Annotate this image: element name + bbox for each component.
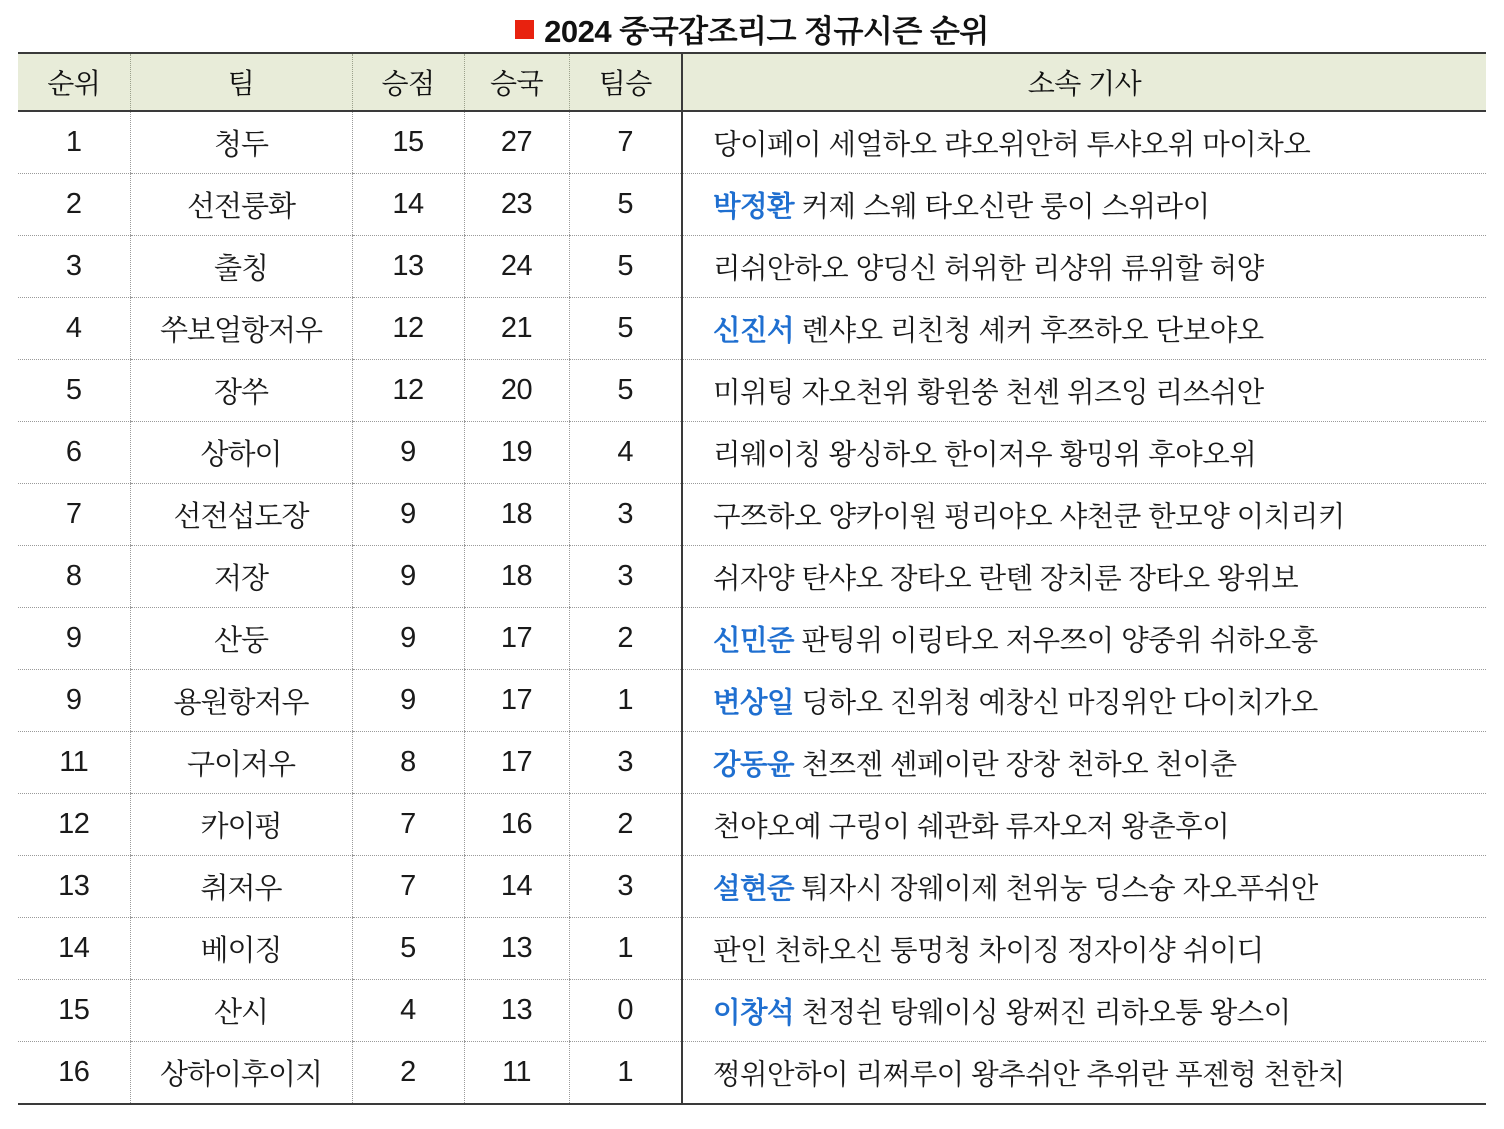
cell-wins: 13 (464, 980, 569, 1042)
header-team: 팀 (130, 53, 352, 111)
cell-wins: 27 (464, 111, 569, 174)
header-rank: 순위 (18, 53, 130, 111)
cell-rank: 6 (18, 422, 130, 484)
cell-wins: 23 (464, 174, 569, 236)
cell-team-wins: 5 (569, 298, 682, 360)
cell-players (682, 732, 1486, 794)
cell-team-wins: 3 (569, 546, 682, 608)
standings-table (18, 52, 1486, 1105)
player-list: 쩡위안하이 리쩌루이 왕추쉬안 추위란 푸젠헝 천한치 (713, 1059, 1345, 1091)
player-list: 딩하오 진위청 예창신 마징위안 다이치가오 (794, 687, 1318, 719)
header-wins: 승국 (464, 53, 569, 111)
cell-points: 9 (352, 484, 464, 546)
cell-team-wins: 2 (569, 608, 682, 670)
cell-points: 12 (352, 298, 464, 360)
cell-points: 7 (352, 794, 464, 856)
cell-points: 14 (352, 174, 464, 236)
cell-wins: 21 (464, 298, 569, 360)
cell-wins: 14 (464, 856, 569, 918)
cell-wins: 24 (464, 236, 569, 298)
cell-points: 9 (352, 546, 464, 608)
red-square-bullet-icon (515, 20, 534, 39)
cell-team: 저장 (130, 546, 352, 608)
table-row (18, 608, 1486, 670)
highlighted-player: 신민준 (713, 625, 795, 657)
cell-players (682, 298, 1486, 360)
cell-wins: 19 (464, 422, 569, 484)
cell-points: 9 (352, 422, 464, 484)
cell-points: 8 (352, 732, 464, 794)
table-row (18, 856, 1486, 918)
cell-rank: 11 (18, 732, 130, 794)
cell-team: 베이징 (130, 918, 352, 980)
cell-players (682, 918, 1486, 980)
cell-players (682, 360, 1486, 422)
player-list: 판팅위 이링타오 저우쯔이 양중위 쉬하오훙 (794, 625, 1318, 657)
cell-rank: 13 (18, 856, 130, 918)
cell-team-wins: 3 (569, 484, 682, 546)
cell-players (682, 1042, 1486, 1105)
table-body (18, 111, 1486, 1104)
player-list: 롄샤오 리친청 셰커 후쯔하오 단보야오 (794, 315, 1264, 347)
cell-points: 9 (352, 670, 464, 732)
table-row (18, 670, 1486, 732)
player-list: 구쯔하오 양카이원 펑리야오 샤천쿤 한모양 이치리키 (713, 501, 1345, 533)
cell-team-wins: 5 (569, 174, 682, 236)
cell-team-wins: 3 (569, 856, 682, 918)
cell-team: 카이펑 (130, 794, 352, 856)
player-list: 당이페이 세얼하오 랴오위안허 투샤오위 마이차오 (713, 129, 1311, 161)
cell-wins: 20 (464, 360, 569, 422)
table-row (18, 422, 1486, 484)
cell-team: 선전룽화 (130, 174, 352, 236)
player-list: 미위팅 자오천위 황윈쑹 천셴 위즈잉 리쓰쉬안 (713, 377, 1264, 409)
cell-wins: 11 (464, 1042, 569, 1105)
cell-points: 2 (352, 1042, 464, 1105)
cell-rank: 9 (18, 670, 130, 732)
cell-points: 4 (352, 980, 464, 1042)
cell-rank: 15 (18, 980, 130, 1042)
cell-players (682, 608, 1486, 670)
page-title (18, 6, 1486, 50)
cell-team-wins: 0 (569, 980, 682, 1042)
table-row (18, 236, 1486, 298)
cell-points: 15 (352, 111, 464, 174)
title-text: 2024 중국갑조리그 정규시즌 순위 (544, 13, 989, 49)
cell-wins: 17 (464, 608, 569, 670)
table-row (18, 980, 1486, 1042)
cell-players (682, 546, 1486, 608)
player-list: 천쯔젠 셴페이란 장창 천하오 천이춘 (794, 749, 1237, 781)
cell-rank: 2 (18, 174, 130, 236)
cell-players (682, 174, 1486, 236)
cell-points: 7 (352, 856, 464, 918)
cell-rank: 14 (18, 918, 130, 980)
highlighted-player: 설현준 (713, 873, 795, 905)
cell-wins: 18 (464, 484, 569, 546)
cell-rank: 3 (18, 236, 130, 298)
cell-points: 5 (352, 918, 464, 980)
cell-rank: 1 (18, 111, 130, 174)
cell-team-wins: 2 (569, 794, 682, 856)
cell-rank: 8 (18, 546, 130, 608)
cell-team-wins: 1 (569, 1042, 682, 1105)
cell-team: 취저우 (130, 856, 352, 918)
cell-team-wins: 3 (569, 732, 682, 794)
player-list: 천정쉰 탕웨이싱 왕쩌진 리하오퉁 왕스이 (794, 997, 1291, 1029)
cell-team-wins: 4 (569, 422, 682, 484)
table-row (18, 794, 1486, 856)
player-list: 천야오예 구링이 쉐관화 류자오저 왕춘후이 (713, 811, 1230, 843)
cell-players (682, 484, 1486, 546)
cell-players (682, 670, 1486, 732)
cell-team-wins: 1 (569, 918, 682, 980)
cell-wins: 16 (464, 794, 569, 856)
header-row (18, 53, 1486, 111)
cell-team: 산시 (130, 980, 352, 1042)
table-row (18, 111, 1486, 174)
header-points: 승점 (352, 53, 464, 111)
table-row (18, 918, 1486, 980)
cell-rank: 7 (18, 484, 130, 546)
cell-team: 산둥 (130, 608, 352, 670)
table-row (18, 174, 1486, 236)
cell-wins: 17 (464, 732, 569, 794)
highlighted-player: 박정환 (713, 191, 795, 223)
highlighted-player: 신진서 (713, 315, 795, 347)
table-row (18, 546, 1486, 608)
cell-wins: 13 (464, 918, 569, 980)
cell-rank: 5 (18, 360, 130, 422)
player-list: 판인 천하오신 퉁멍청 차이징 정자이샹 쉬이디 (713, 935, 1264, 967)
player-list: 퉈자시 장웨이제 천위눙 딩스슝 자오푸쉬안 (794, 873, 1318, 905)
cell-players (682, 111, 1486, 174)
player-list: 쉬자양 탄샤오 장타오 란톈 장치룬 장타오 왕위보 (713, 563, 1299, 595)
table-header (18, 53, 1486, 111)
player-list: 커제 스웨 타오신란 룽이 스위라이 (794, 191, 1210, 223)
header-players: 소속 기사 (682, 53, 1486, 111)
cell-team: 출칭 (130, 236, 352, 298)
cell-team: 구이저우 (130, 732, 352, 794)
cell-players (682, 856, 1486, 918)
cell-team: 상하이후이지 (130, 1042, 352, 1105)
player-list: 리웨이칭 왕싱하오 한이저우 황밍위 후야오위 (713, 439, 1257, 471)
table-row (18, 732, 1486, 794)
highlighted-player: 변상일 (713, 687, 795, 719)
cell-team: 장쑤 (130, 360, 352, 422)
cell-points: 12 (352, 360, 464, 422)
cell-team-wins: 5 (569, 236, 682, 298)
table-row (18, 360, 1486, 422)
cell-team-wins: 5 (569, 360, 682, 422)
cell-rank: 9 (18, 608, 130, 670)
cell-team-wins: 7 (569, 111, 682, 174)
cell-points: 9 (352, 608, 464, 670)
highlighted-player: 이창석 (713, 997, 795, 1029)
cell-rank: 16 (18, 1042, 130, 1105)
cell-team-wins: 1 (569, 670, 682, 732)
highlighted-player: 강동윤 (713, 749, 795, 781)
cell-team: 상하이 (130, 422, 352, 484)
cell-players (682, 794, 1486, 856)
cell-wins: 18 (464, 546, 569, 608)
cell-rank: 4 (18, 298, 130, 360)
cell-team: 용원항저우 (130, 670, 352, 732)
cell-wins: 17 (464, 670, 569, 732)
player-list: 리쉬안하오 양딩신 허위한 리샹위 류위할 허양 (713, 253, 1264, 285)
cell-points: 13 (352, 236, 464, 298)
cell-team: 선전섭도장 (130, 484, 352, 546)
table-row (18, 298, 1486, 360)
cell-rank: 12 (18, 794, 130, 856)
cell-team: 쑤보얼항저우 (130, 298, 352, 360)
table-row (18, 484, 1486, 546)
cell-team: 청두 (130, 111, 352, 174)
table-row (18, 1042, 1486, 1105)
cell-players (682, 980, 1486, 1042)
cell-players (682, 236, 1486, 298)
header-team-wins: 팀승 (569, 53, 682, 111)
cell-players (682, 422, 1486, 484)
